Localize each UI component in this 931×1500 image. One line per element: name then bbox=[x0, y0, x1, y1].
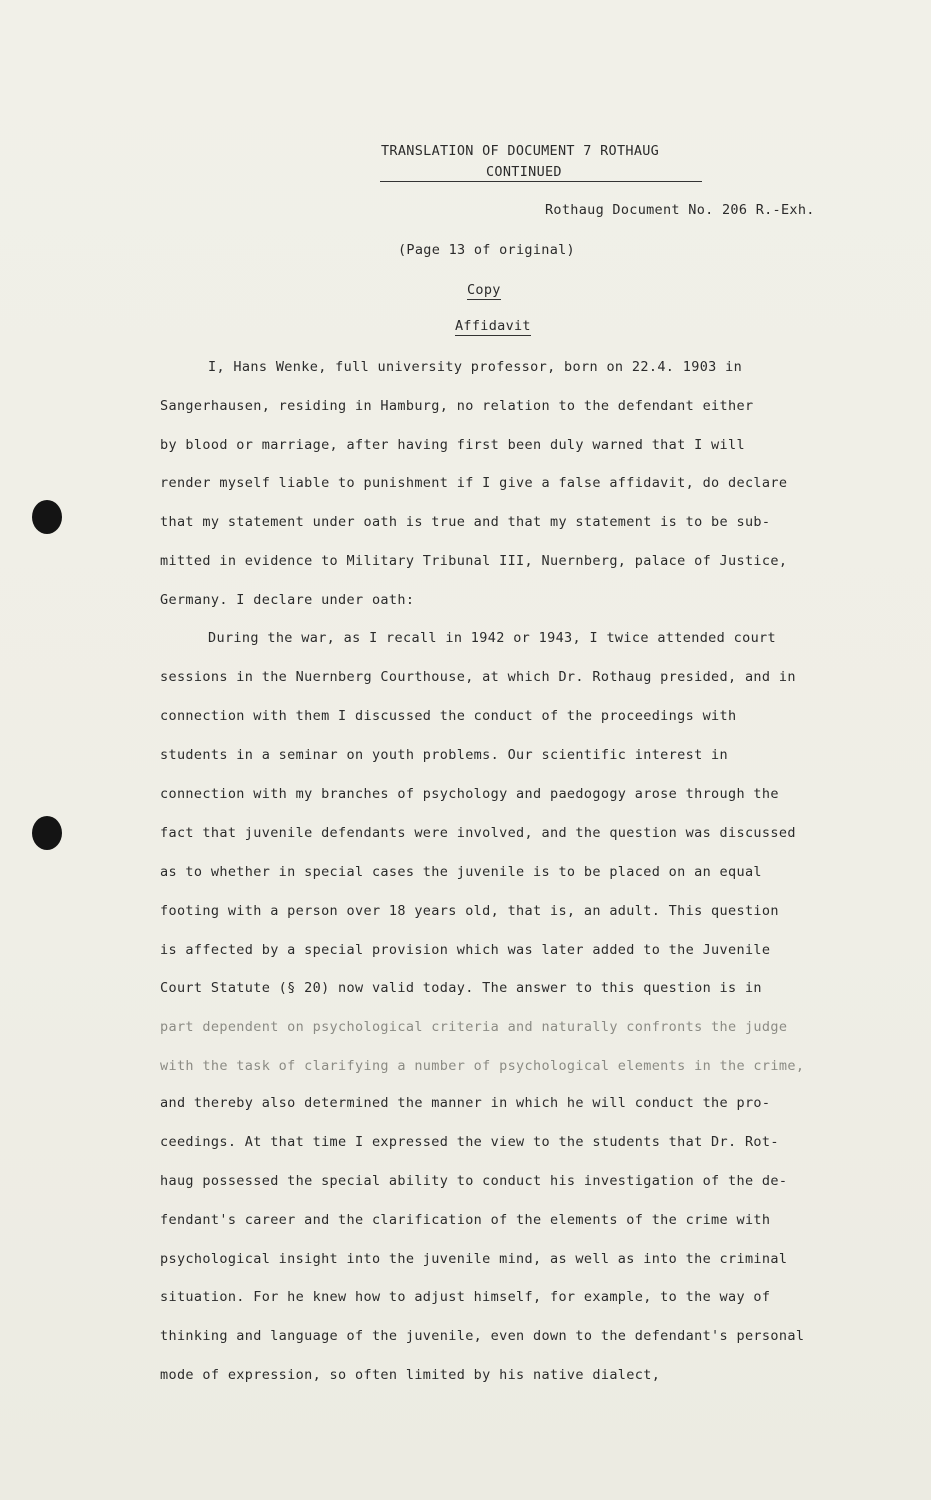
body-line: render myself liable to punishment if I give a false affidavit, do declare bbox=[160, 475, 788, 491]
copy-label: Copy bbox=[467, 282, 501, 298]
affidavit-heading bbox=[455, 318, 531, 334]
body-line: footing with a person over 18 years old, that is, an adult. This question bbox=[160, 903, 779, 919]
page-of-original: (Page 13 of original) bbox=[398, 242, 575, 258]
body-line: with the task of clarifying a number of psychological elements in the crime, bbox=[160, 1058, 805, 1074]
body-line: mode of expression, so often limited by his native dialect, bbox=[160, 1367, 661, 1383]
body-line: psychological insight into the juvenile mind, as well as into the criminal bbox=[160, 1251, 788, 1267]
body-line: that my statement under oath is true and that my statement is to be sub- bbox=[160, 514, 771, 530]
body-line: Sangerhausen, residing in Hamburg, no relation to the defendant either bbox=[160, 398, 754, 414]
punch-hole-lower bbox=[32, 816, 62, 850]
body-line: sessions in the Nuernberg Courthouse, at which Dr. Rothaug presided, and in bbox=[160, 669, 796, 685]
affidavit-label: Affidavit bbox=[455, 318, 531, 334]
body-line: During the war, as I recall in 1942 or 1943, I twice attended court bbox=[208, 630, 777, 646]
body-line: mitted in evidence to Military Tribunal III, Nuernberg, palace of Justice, bbox=[160, 553, 788, 569]
body-line: connection with my branches of psychology and paedogogy arose through the bbox=[160, 786, 779, 802]
copy-heading bbox=[467, 282, 501, 298]
body-line: thinking and language of the juvenile, even down to the defendant's personal bbox=[160, 1328, 805, 1344]
body-line: is affected by a special provision which was later added to the Juvenile bbox=[160, 942, 771, 958]
body-line: I, Hans Wenke, full university professor, born on 22.4. 1903 in bbox=[208, 359, 743, 375]
translation-title: TRANSLATION OF DOCUMENT 7 ROTHAUG bbox=[381, 143, 660, 159]
document-reference: Rothaug Document No. 206 R.-Exh. bbox=[545, 202, 815, 218]
body-line: as to whether in special cases the juvenile is to be placed on an equal bbox=[160, 864, 762, 880]
body-line: fact that juvenile defendants were involved, and the question was discussed bbox=[160, 825, 796, 841]
body-line: Germany. I declare under oath: bbox=[160, 592, 415, 608]
body-line: Court Statute (§ 20) now valid today. The answer to this question is in bbox=[160, 980, 762, 996]
continued-label: CONTINUED bbox=[486, 164, 562, 180]
body-line: fendant's career and the clarification of the elements of the crime with bbox=[160, 1212, 771, 1228]
body-line: by blood or marriage, after having first been duly warned that I will bbox=[160, 437, 745, 453]
body-line: students in a seminar on youth problems. Our scientific interest in bbox=[160, 747, 729, 763]
continued-underline bbox=[380, 181, 702, 182]
body-line: and thereby also determined the manner in which he will conduct the pro- bbox=[160, 1095, 771, 1111]
body-line: situation. For he knew how to adjust himself, for example, to the way of bbox=[160, 1289, 771, 1305]
body-line: ceedings. At that time I expressed the view to the students that Dr. Rot- bbox=[160, 1134, 779, 1150]
body-line: connection with them I discussed the conduct of the proceedings with bbox=[160, 708, 737, 724]
body-line: part dependent on psychological criteria and naturally confronts the judge bbox=[160, 1019, 788, 1035]
punch-hole-upper bbox=[32, 500, 62, 534]
body-line: haug possessed the special ability to conduct his investigation of the de- bbox=[160, 1173, 788, 1189]
